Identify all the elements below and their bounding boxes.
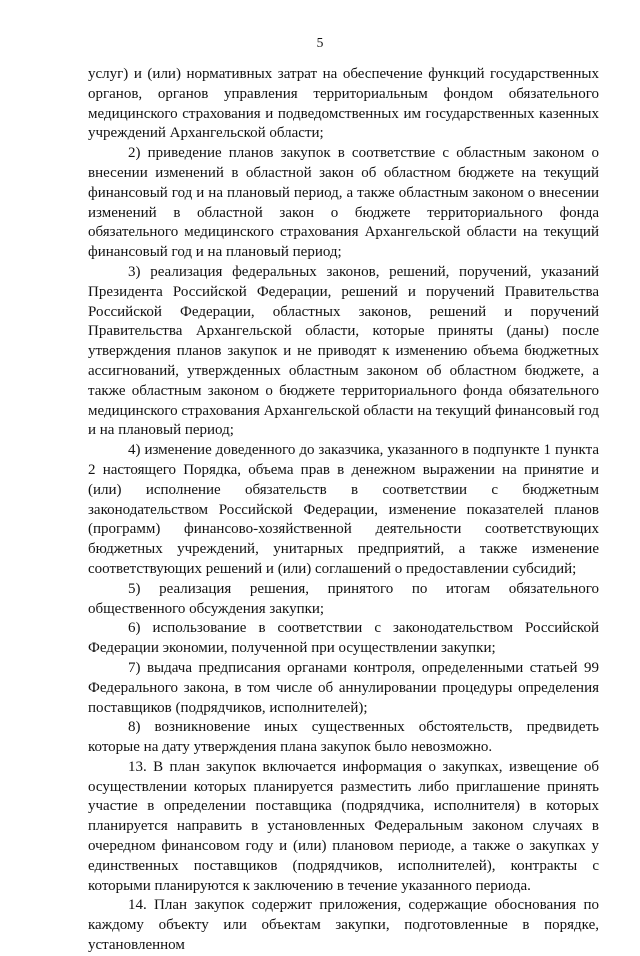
paragraph-item-4: 4) изменение доведенного до заказчика, указанного в подпункте 1 пункта 2 настоящего Порядка, объема прав в денежном выражении на принятие и (или) исполнение обязательств в соответствии с бюджетным законодательством Российской Федерации, изменение показателей планов (программ) финансово-хозяйственной деятельности соответствующих бюджетных учреждений, унитарных предприятий, а также изменение соответствующих решений и (или) соглашений о предоставлении субсидий; [88,442,599,577]
document-body [88,65,599,956]
paragraph-item-7: 7) выдача предписания органами контроля, определенными статьей 99 Федерального закона, в том числе об аннулировании процедуры определения поставщиков (подрядчиков, исполнителей); [88,659,599,716]
paragraph-item-6: 6) использование в соответствии с законодательством Российской Федерации экономии, полученной при осуществлении закупки; [88,620,599,657]
paragraph-section-14: 14. План закупок содержит приложения, содержащие обоснования по каждому объекту или объектам закупки, подготовленные в порядке, установленном [88,897,599,954]
paragraph-item-3: 3) реализация федеральных законов, решений, поручений, указаний Президента Российской Федерации, решений и поручений Правительства Российской Федерации, областных законов, решений и поручений Правительства Архангельской области, которые приняты (даны) после утверждения планов закупок и не приводят к изменению объема бюджетных ассигнований, утвержденных областным законом об областном бюджете, а также областным законом о бюджете территориального фонда обязательного медицинского страхования Архангельской области на текущий финансовый год и на плановый период; [88,263,599,439]
paragraph-item-8: 8) возникновение иных существенных обстоятельств, предвидеть которые на дату утверждения плана закупок было невозможно. [88,719,599,756]
paragraph-continuation: услуг) и (или) нормативных затрат на обеспечение функций государственных органов, органов управления территориальным фондом обязательного медицинского страхования и подведомственных им государственных казенных учреждений Архангельской области; [88,66,599,142]
paragraph-item-2: 2) приведение планов закупок в соответствие с областным законом о внесении изменений в областной закон об областном бюджете на текущий финансовый год и на плановый период, а также областным законом о внесении изменений в областной закон о бюджете территориального фонда обязательного медицинского страхования Архангельской области на текущий финансовый год и на плановый период; [88,145,599,261]
page-number: 5 [316,35,324,50]
paragraph-section-13: 13. В план закупок включается информация о закупках, извещение об осуществлении которых планируется разместить либо приглашение принять участие в определении поставщика (подрядчика, исполнителя) в которых планируется направить в установленных Федеральным законом случаях в очередном финансовом году и (или) плановом периоде, а также о закупках у единственных поставщиков (подрядчиков, исполнителей), контракты с которыми планируются к заключению в течение указанного периода. [88,758,599,894]
paragraph-item-5: 5) реализация решения, принятого по итогам обязательного общественного обсуждения закупки; [88,580,599,617]
